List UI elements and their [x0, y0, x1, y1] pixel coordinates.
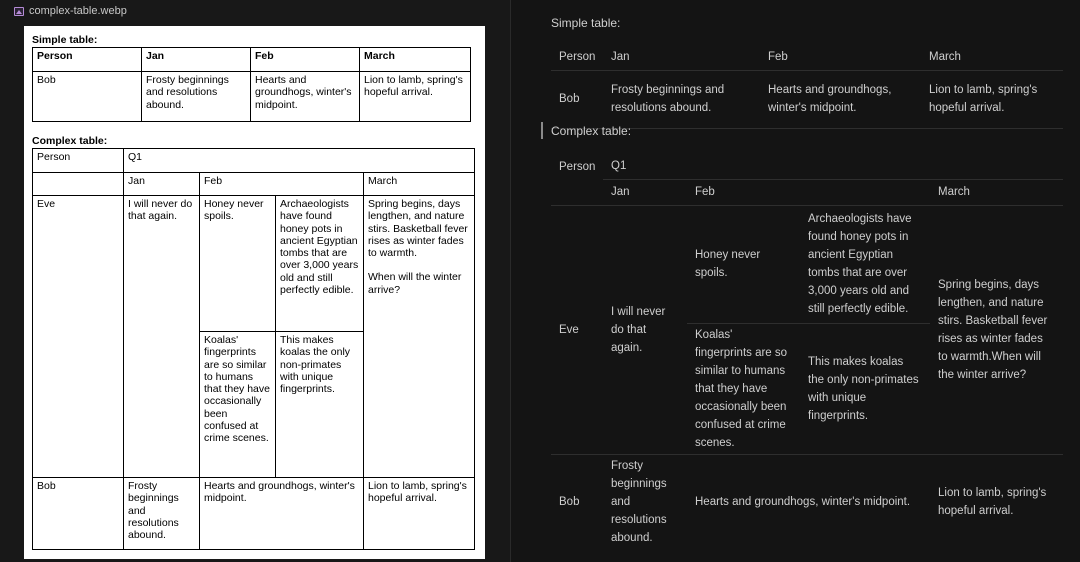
table-cell: Spring begins, days lengthen, and nature stirs. Basketball fever rises as winter fades to warmth.When will the winter arrive? — [930, 205, 1063, 454]
table-row — [551, 179, 1063, 205]
table-cell: Honey never spoils. — [200, 196, 276, 332]
table-cell: Person — [559, 160, 596, 173]
header-cell: Feb — [251, 48, 360, 72]
table-cell: Feb — [200, 173, 364, 196]
table-cell: I will never do that again. — [124, 196, 200, 478]
table-cell: Archaeologists have found honey pots in ancient Egyptian tombs that are over 3,000 years old and still perfectly edible. — [800, 205, 930, 323]
rendered-simple-heading: Simple table: — [551, 16, 621, 30]
table-cell: Hearts and groundhogs, winter's midpoint. — [695, 496, 911, 509]
header-cell: Jan — [142, 48, 251, 72]
rendered-complex-table — [551, 154, 1063, 550]
table-cell: Bob — [33, 72, 142, 122]
table-cell: Koalas' fingerprints are so similar to humans that they have occasionally been confused at crime scenes. — [687, 323, 800, 454]
preview-simple-table — [32, 47, 471, 122]
table-row — [33, 48, 471, 72]
table-row — [33, 478, 475, 550]
table-row — [551, 205, 1063, 323]
table-cell: Q1 — [124, 149, 475, 173]
table-row — [551, 45, 1063, 70]
text-cursor — [541, 122, 543, 139]
header-cell: Person — [33, 48, 142, 72]
table-cell: Frosty beginnings and resolutions abound. — [142, 72, 251, 122]
table-cell: Frosty beginnings and resolutions abound. — [603, 70, 760, 128]
table-cell: March — [364, 173, 475, 196]
table-cell: Lion to lamb, spring's hopeful arrival. — [360, 72, 471, 122]
table-row — [33, 173, 475, 196]
table-cell: Lion to lamb, spring's hopeful arrival. — [921, 70, 1063, 128]
cell-text: When will the winter arrive? — [368, 271, 462, 296]
table-cell: Hearts and groundhogs, winter's midpoint. — [200, 478, 364, 550]
header-cell: Jan — [603, 45, 760, 70]
table-cell: Bob — [33, 478, 124, 550]
table-row — [33, 72, 471, 122]
table-cell — [364, 196, 475, 478]
table-cell: Eve — [551, 205, 603, 454]
preview-complex-heading: Complex table: — [32, 135, 108, 147]
table-cell: Frosty beginnings and resolutions abound. — [124, 478, 200, 550]
image-canvas — [24, 26, 485, 559]
table-row — [33, 149, 475, 173]
table-cell: Lion to lamb, spring's hopeful arrival. — [364, 478, 475, 550]
table-cell: Honey never spoils. — [687, 205, 800, 323]
header-cell: Feb — [760, 45, 921, 70]
preview-complex-table — [32, 148, 475, 550]
table-row — [551, 454, 1063, 550]
cell-text: Spring begins, days lengthen, and nature stirs. Basketball fever rises as winter fades to warmth. — [368, 198, 468, 260]
header-cell: March — [921, 45, 1063, 70]
table-row — [551, 154, 1063, 179]
table-cell: This makes koalas the only non-primates with unique fingerprints. — [800, 323, 930, 454]
table-cell — [551, 179, 603, 205]
header-cell: Person — [551, 45, 603, 70]
table-cell: Q1 — [603, 154, 1063, 179]
table-cell: March — [930, 179, 1063, 205]
image-file-icon — [14, 7, 24, 16]
table-cell: Bob — [551, 70, 603, 128]
table-cell: Jan — [603, 179, 687, 205]
header-cell: March — [360, 48, 471, 72]
file-tab[interactable] — [14, 3, 127, 19]
table-row — [33, 196, 475, 332]
table-cell: Eve — [33, 196, 124, 478]
table-row — [551, 70, 1063, 128]
table-cell — [33, 173, 124, 196]
table-cell: Hearts and groundhogs, winter's midpoint. — [760, 70, 921, 128]
file-tab-label: complex-table.webp — [29, 5, 127, 17]
table-cell: I will never do that again. — [603, 205, 687, 454]
table-cell: This makes koalas the only non-primates with unique fingerprints. — [276, 332, 364, 478]
table-cell: Lion to lamb, spring's hopeful arrival. — [938, 487, 1047, 518]
rendered-simple-table — [551, 45, 1063, 129]
table-cell: Hearts and groundhogs, winter's midpoint. — [251, 72, 360, 122]
table-cell: Bob — [559, 496, 580, 509]
table-cell: Feb — [687, 179, 930, 205]
preview-simple-heading: Simple table: — [32, 34, 98, 46]
rendered-complex-heading: Complex table: — [551, 124, 632, 138]
table-cell: Jan — [124, 173, 200, 196]
image-preview-pane — [0, 0, 510, 562]
markdown-render-pane — [511, 0, 1080, 562]
table-cell: Frosty beginnings and resolutions abound. — [611, 460, 667, 545]
table-cell: Archaeologists have found honey pots in ancient Egyptian tombs that are over 3,000 years old and still perfectly edible. — [276, 196, 364, 332]
table-cell: Person — [33, 149, 124, 173]
table-cell: Koalas' fingerprints are so similar to humans that they have occasionally been confused at crime scenes. — [200, 332, 276, 478]
